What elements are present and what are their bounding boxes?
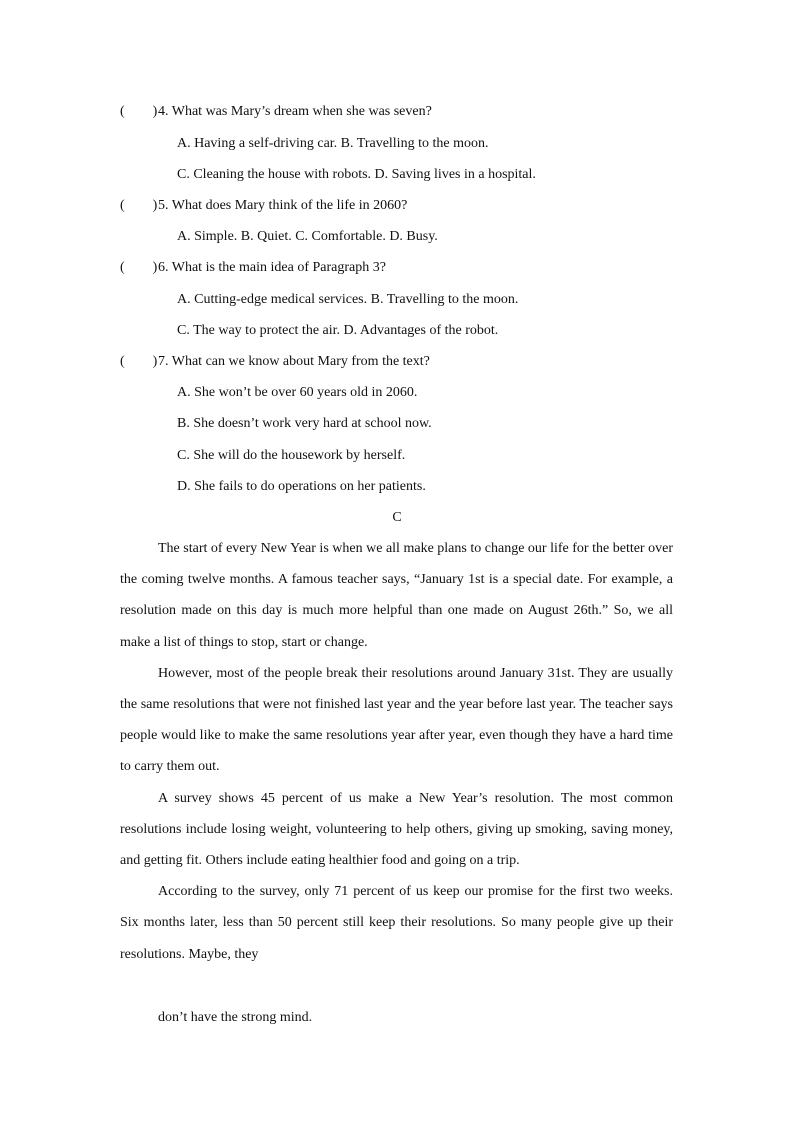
reading-passage [120,533,673,970]
question-7-option-a: A. She won’t be over 60 years old in 2060. [177,385,418,400]
answer-blank[interactable]: ( ) [120,198,158,213]
question-7 [120,352,430,372]
question-7-option-c: C. She will do the housework by herself. [177,448,406,463]
passage-trailing-line: don’t have the strong mind. [158,1010,313,1025]
question-stem: 6. What is the main idea of Paragraph 3? [158,260,386,275]
passage-paragraph-2: However, most of the people break their resolutions around January 31st. They are usually the same resolutions that were not finished last year and the year before last year. The teacher says people would like to make the same resolutions year after year, even though they have a hard time to carry them out. [120,665,673,775]
passage-paragraph-4: According to the survey, only 71 percent of us keep our promise for the first two weeks. Six months later, less than 50 percent still keep their resolutions. So many people give up their resolutions. Maybe, they [120,884,673,962]
answer-blank[interactable]: ( ) [120,354,158,369]
passage-paragraph-1: The start of every New Year is when we all make plans to change our life for the better over the coming twelve months. A famous teacher says, “January 1st is a special date. For example, a resolution made on this day is much more helpful than one made on August 26th.” So, we all make a list of things to stop, start or change. [120,541,673,650]
question-4-options-ab: A. Having a self-driving car. B. Travelling to the moon. [177,136,489,151]
question-7-option-d: D. She fails to do operations on her patients. [177,479,426,494]
question-6 [120,258,386,278]
question-4 [120,102,432,122]
question-4-options-cd: C. Cleaning the house with robots. D. Saving lives in a hospital. [177,167,536,182]
section-heading: C [392,510,402,525]
passage-paragraph-3: A survey shows 45 percent of us make a New Year’s resolution. The most common resolutions include losing weight, volunteering to help others, giving up smoking, saving money, and getting fit. Others include eating healthier food and going on a trip. [120,790,673,869]
question-stem: 7. What can we know about Mary from the text? [158,354,430,369]
question-6-options-cd: C. The way to protect the air. D. Advantages of the robot. [177,323,499,338]
question-5-options: A. Simple. B. Quiet. C. Comfortable. D. Busy. [177,229,438,244]
answer-blank[interactable]: ( ) [120,104,158,119]
question-5 [120,196,407,216]
answer-blank[interactable]: ( ) [120,260,158,275]
question-stem: 5. What does Mary think of the life in 2060? [158,198,408,213]
question-stem: 4. What was Mary’s dream when she was seven? [158,104,432,119]
question-7-option-b: B. She doesn’t work very hard at school now. [177,416,432,431]
question-6-options-ab: A. Cutting-edge medical services. B. Travelling to the moon. [177,292,519,307]
